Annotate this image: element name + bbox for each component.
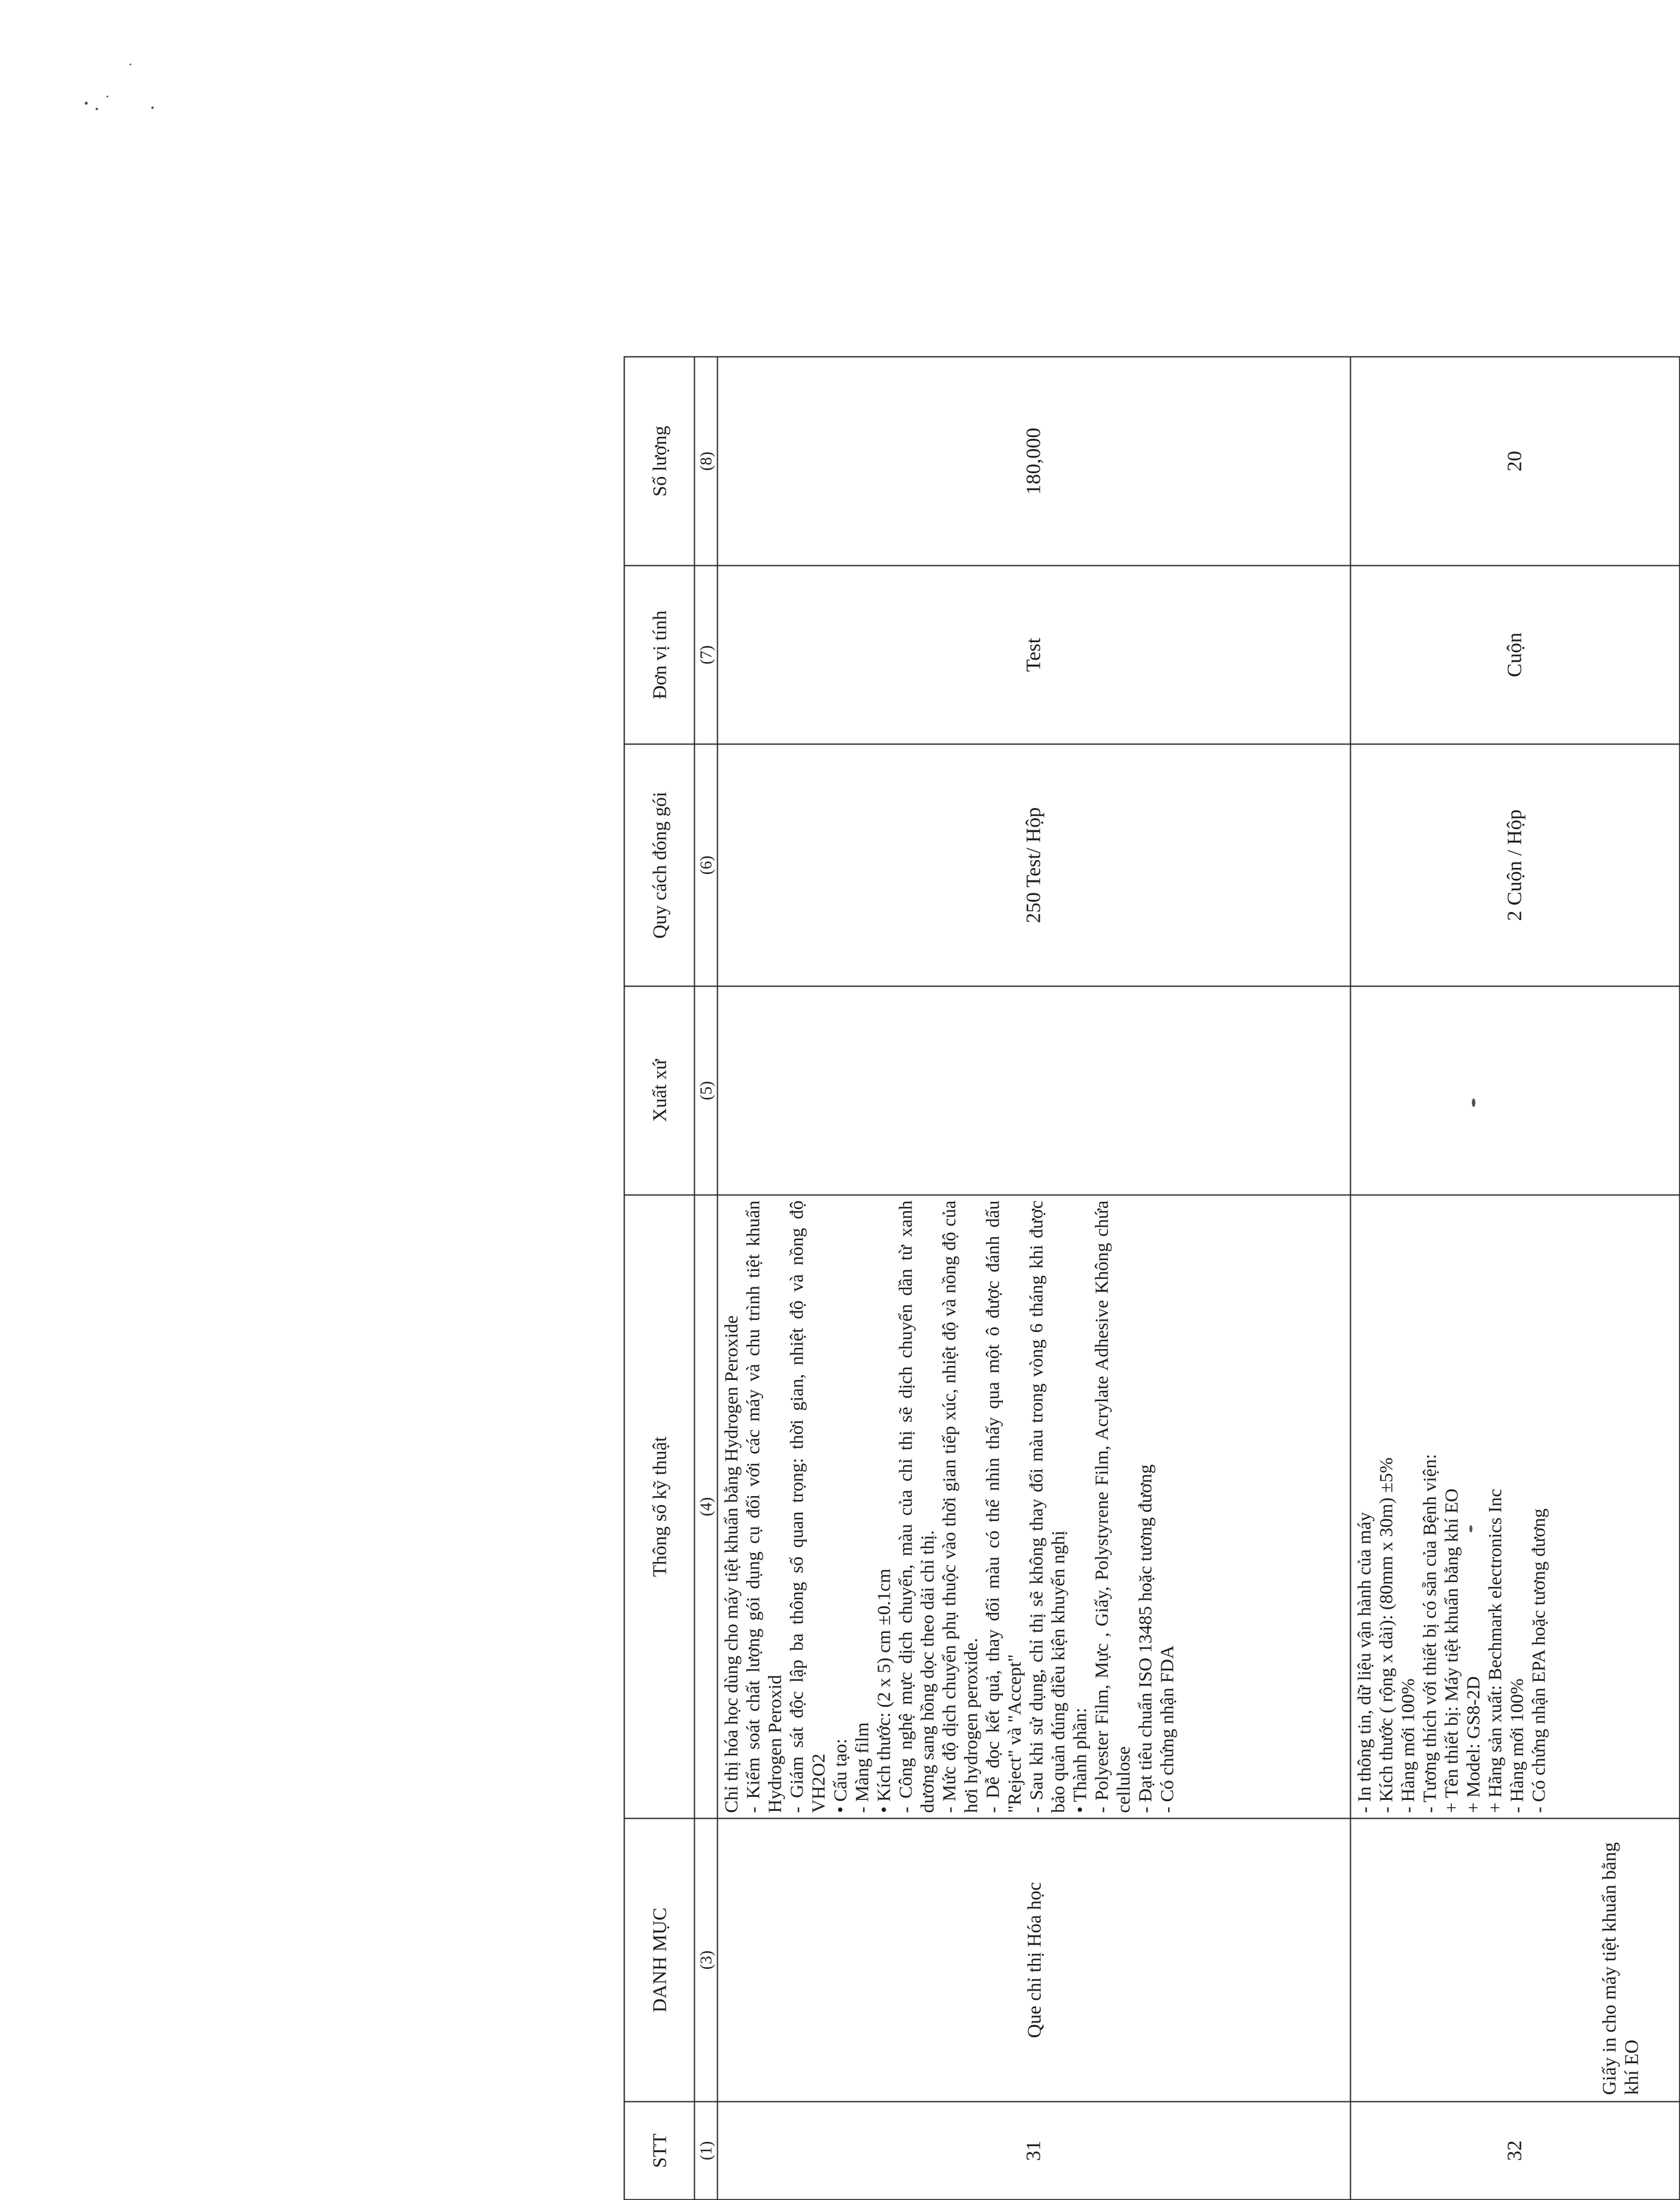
spec-line: • Cấu tạo: [829,1738,850,1813]
spec-line: - Có chứng nhận FDA [1156,1645,1177,1813]
spec-line: Chỉ thị hóa học dùng cho máy tiệt khuẩn bằng Hydrogen Peroxide [720,1315,741,1813]
column-number: (8) [694,356,717,565]
rotated-page-content [623,357,1642,2200]
spec-line: - Polyester Film, Mực , Giấy, Polystyrene Film, Acrylate Adhesive Không chứa cellulose [1091,1200,1134,1813]
header-xuat-xu: Xuất xứ [624,986,694,1195]
column-number: (3) [694,1818,717,2101]
table-row [1350,356,1679,2199]
spec-line: + Tên thiết bị: Máy tiệt khuẩn bằng khí EO [1440,1488,1462,1813]
spec-line: - Mức độ dịch chuyển phụ thuộc vào thời gian tiếp xúc, nhiệt độ và nồng độ của hơi hydrogen peroxide. [938,1200,981,1813]
column-number: (7) [694,565,717,744]
row-so-luong: 180,000 [717,356,1350,565]
spec-line: - Tương thích với thiết bị có sẵn của Bệnh viện: [1419,1453,1440,1813]
scan-speck [130,64,131,65]
row-stt: 32 [1350,2101,1679,2199]
column-number: (1) [694,2101,717,2199]
table-row [717,356,1350,2199]
spec-line: - Công nghệ mực dịch chuyển, màu của chỉ thị sẽ dịch chuyển dần từ xanh dương sang hồng dọc theo dải chỉ thị. [894,1200,937,1813]
spec-line: + Model: GS8-2D [1462,1676,1483,1813]
spec-line: • Thành phần: [1069,1707,1090,1813]
spec-line: - Màng film [851,1722,872,1813]
spec-line: • Kích thước: (2 x 5) cm ±0.1cm [873,1568,894,1813]
spec-line: - In thông tin, dữ liệu vận hành của máy [1353,1511,1374,1813]
column-number: (5) [694,986,717,1195]
specification-table [623,356,1680,2200]
header-thong-so: Thông số kỹ thuật [624,1195,694,1818]
spec-line: - Có chứng nhận EPA hoặc tương đương [1527,1508,1549,1813]
header-danh-muc: DANH MỤC [624,1818,694,2101]
header-quy-cach: Quy cách đóng gói [624,744,694,986]
row-spec [717,1195,1350,1818]
row-xuat-xu [717,986,1350,1195]
row-spec [1350,1195,1679,1818]
spec-line: - Kích thước ( rộng x dài): (80mm x 30m) ±5% [1375,1457,1396,1813]
header-so-luong: Số lượng [624,356,694,565]
header-row [624,356,694,2199]
scan-speck [85,102,88,105]
row-quy-cach: 250 Test/ Hộp [717,744,1350,986]
row-danh-muc: Giấy in cho máy tiệt khuẩn bằng khí EO [1350,1818,1679,2101]
spec-line: - Hàng mới 100% [1397,1678,1418,1813]
scan-speck [151,107,154,109]
scan-speck [107,96,108,97]
row-so-luong: 20 [1350,356,1679,565]
header-don-vi: Đơn vị tính [624,565,694,744]
column-number: (6) [694,744,717,986]
scan-speck [96,108,98,110]
row-quy-cach: 2 Cuộn / Hộp [1350,744,1679,986]
row-danh-muc: Que chỉ thị Hóa học [717,1818,1350,2101]
spec-line: + Hãng sản xuất: Bechmark electronics Inc [1484,1488,1505,1813]
row-stt: 31 [717,2101,1350,2199]
spec-line: - Đạt tiêu chuẩn ISO 13485 hoặc tương đương [1134,1463,1155,1813]
spec-line: - Dễ đọc kết quả, thay đổi màu có thể nhìn thấy qua một ô được đánh dấu "Reject" và "Accept" [982,1200,1025,1813]
spec-line: - Kiểm soát chất lượng gói dụng cụ đối với các máy và chu trình tiệt khuẩn Hydrogen Peroxid [742,1200,785,1813]
row-don-vi: Cuộn [1350,565,1679,744]
row-xuat-xu [1350,986,1679,1195]
row-don-vi: Test [717,565,1350,744]
header-stt: STT [624,2101,694,2199]
spec-line: - Giám sát độc lập ba thông số quan trọng: thời gian, nhiệt độ và nồng độ VH2O2 [786,1200,829,1813]
column-number-row [694,356,717,2199]
column-number: (4) [694,1195,717,1818]
spec-line: - Hàng mới 100% [1506,1678,1527,1813]
spec-line: - Sau khi sử dụng, chỉ thị sẽ không thay đổi màu trong vòng 6 tháng khi được bảo quản đúng điều kiện khuyến nghị [1025,1200,1068,1813]
